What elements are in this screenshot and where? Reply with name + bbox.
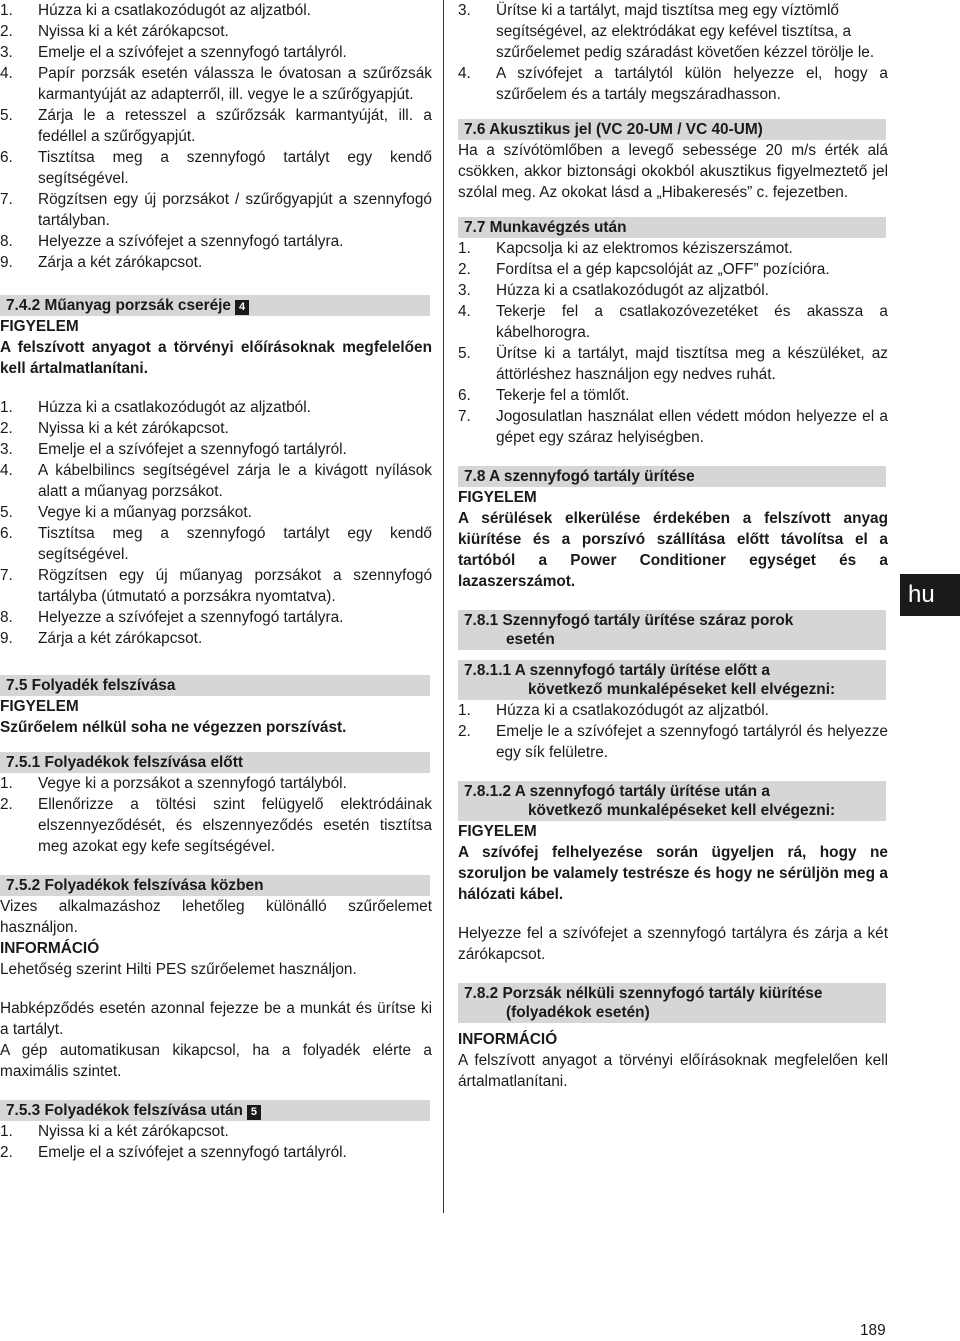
paragraph: Ha a szívótömlőben a levegő sebessége 20 m/s érték alá csökken, akkor biztonsági okokból akusztikus figyelmeztető jel szólal meg. Az okokat lásd a „Hibakeresés” c. fejezetben. — [458, 142, 888, 201]
list-after-liquid-cont — [458, 0, 888, 105]
info-text: Lehetőség szerint Hilti PES szűrőelemet használjon. — [0, 961, 357, 978]
section-heading-753: 7.5.3 Folyadékok felszívása után 5 — [0, 1100, 430, 1121]
list-item: 8. Helyezze a szívófejet a szennyfogó tartályra. — [0, 609, 344, 626]
section-heading-75: 7.5 Folyadék felszívása — [0, 675, 430, 696]
list-item: 2. Nyissa ki a két zárókapcsot. — [0, 420, 229, 437]
warning-text: A felszívott anyagot a törvényi előírásoknak megfelelően kell ártalmatlanítani. — [0, 339, 432, 377]
warning-label: FIGYELEM — [0, 318, 79, 335]
warning-label: FIGYELEM — [458, 823, 537, 840]
list-item: 4. A kábelbilincs segítségével zárja le a kivágott nyílások alatt a műanyag porzsákot. — [0, 462, 432, 500]
section-heading-752: 7.5.2 Folyadékok felszívása közben — [0, 875, 430, 896]
section-heading-751: 7.5.1 Folyadékok felszívása előtt — [0, 752, 430, 773]
list-item: 2. Emelje le a szívófejet a szennyfogó tartályról és helyezze egy sík felületre. — [458, 723, 888, 761]
list-item: 2. Ellenőrizze a töltési szint felügyelő elektródáinak elszennyeződését, és elszennyeződés esetén tisztítsa meg azokat egy kefe segítségével. — [0, 796, 432, 855]
list-item: 8. Helyezze a szívófejet a szennyfogó tartályra. — [0, 233, 344, 250]
list-item: 1. Húzza ki a csatlakozódugót az aljzatból. — [0, 2, 311, 19]
list-after-work — [458, 238, 888, 448]
list-item: 3. Emelje el a szívófejet a szennyfogó tartályról. — [0, 44, 347, 61]
section-heading-77: 7.7 Munkavégzés után — [458, 217, 886, 238]
list-item: 5. Ürítse ki a tartályt, majd tisztítsa meg a készüléket, az áttörléshez használjon egy nedves ruhát. — [458, 345, 888, 383]
list-item: 3. Ürítse ki a tartályt, majd tisztítsa meg egy víztömlő segítségével, az elektródákat egy kefével tisztítsa, a szűrőelemet pedig száradást követően kézzel törölje le. — [458, 2, 875, 61]
list-before-liquid — [0, 773, 432, 857]
list-after-liquid — [0, 1121, 432, 1163]
paragraph: Habképződés esetén azonnal fejezze be a munkát és ürítse ki a tartályt. — [0, 1000, 432, 1038]
list-item: 4. Papír porzsák esetén válassza le óvatosan a szűrőzsák karmantyúját az adapterről, ill. vegye le a szűrőgyapjút. — [0, 65, 432, 103]
list-plastic-bag — [0, 397, 432, 649]
list-item: 7. Rögzítsen egy új porzsákot / szűrőgyapjút a szennyfogó tartályban. — [0, 191, 432, 229]
section-heading-781: 7.8.1 Szennyfogó tartály ürítése száraz porok esetén — [458, 610, 886, 650]
list-item: 4. Tekerje fel a csatlakozóvezetéket és akassza a kábelhorogra. — [458, 303, 888, 341]
list-item: 7. Jogosulatlan használat ellen védett módon helyezze el a gépet egy száraz helyiségben. — [458, 408, 888, 446]
warning-text: Szűrőelem nélkül soha ne végezzen porszívást. — [0, 719, 347, 736]
warning-text: A sérülések elkerülése érdekében a felszívott anyag kiürítése és a porszívó szállítása előtt távolítsa el a tartóból a Power Conditioner egységet és a lazaszerszámot. — [458, 510, 888, 590]
list-item: 1. Húzza ki a csatlakozódugót az aljzatból. — [0, 399, 311, 416]
list-item: 1. Nyissa ki a két zárókapcsot. — [0, 1123, 229, 1140]
list-item: 1. Kapcsolja ki az elektromos kéziszerszámot. — [458, 240, 793, 257]
warning-label: FIGYELEM — [0, 698, 79, 715]
list-item: 9. Zárja a két zárókapcsot. — [0, 254, 203, 271]
list-item: 7. Rögzítsen egy új műanyag porzsákot a szennyfogó tartályba (útmutató a porzsákra nyomtatva). — [0, 567, 432, 605]
warning-text: A szívófej felhelyezése során ügyeljen rá, hogy ne szoruljon be valamely testrésze és hogy ne sérüljön meg a hálózati kábel. — [458, 844, 888, 903]
list-item: 6. Tekerje fel a tömlőt. — [458, 387, 630, 404]
list-item: 2. Emelje el a szívófejet a szennyfogó tartályról. — [0, 1144, 347, 1161]
list-item: 5. Vegye ki a műanyag porzsákot. — [0, 504, 252, 521]
figure-4-icon: 4 — [235, 300, 249, 315]
page-number: 189 — [860, 1322, 886, 1339]
paragraph: Vizes alkalmazáshoz lehetőleg különálló szűrőelemet használjon. — [0, 898, 432, 936]
info-label: INFORMÁCIÓ — [458, 1031, 558, 1048]
language-tab: hu — [900, 574, 960, 616]
section-heading-78: 7.8 A szennyfogó tartály ürítése — [458, 466, 886, 487]
info-label: INFORMÁCIÓ — [0, 940, 100, 957]
list-item: 6. Tisztítsa meg a szennyfogó tartályt egy kendő segítségével. — [0, 149, 432, 187]
section-heading-7812: 7.8.1.2 A szennyfogó tartály ürítése után a következő munkalépéseket kell elvégezni: — [458, 781, 886, 821]
list-item: 2. Nyissa ki a két zárókapcsot. — [0, 23, 229, 40]
list-item: 1. Húzza ki a csatlakozódugót az aljzatból. — [458, 702, 769, 719]
left-column — [0, 0, 432, 1163]
section-heading-742: 7.4.2 Műanyag porzsák cseréje 4 — [0, 295, 430, 316]
section-heading-7811: 7.8.1.1 A szennyfogó tartály ürítése előtt a következő munkalépéseket kell elvégezni: — [458, 660, 886, 700]
list-item: 6. Tisztítsa meg a szennyfogó tartályt egy kendő segítségével. — [0, 525, 432, 563]
list-item: 1. Vegye ki a porzsákot a szennyfogó tartályból. — [0, 775, 347, 792]
section-heading-782: 7.8.2 Porzsák nélküli szennyfogó tartály kiürítése (folyadékok esetén) — [458, 983, 886, 1023]
list-item: 3. Emelje el a szívófejet a szennyfogó tartályról. — [0, 441, 347, 458]
list-item: 5. Zárja le a retesszel a szűrőzsák karmantyúját, ill. a fedéllel a szűrőgyapjút. — [0, 107, 432, 145]
info-text: A felszívott anyagot a törvényi előírásoknak megfelelően kell ártalmatlanítani. — [458, 1052, 888, 1090]
list-item: 3. Húzza ki a csatlakozódugót az aljzatból. — [458, 282, 769, 299]
list-filter-replace — [0, 0, 432, 273]
paragraph: A gép automatikusan kikapcsol, ha a folyadék elérte a maximális szintet. — [0, 1042, 432, 1080]
warning-label: FIGYELEM — [458, 489, 537, 506]
paragraph: Helyezze fel a szívófejet a szennyfogó tartályra és zárja a két zárókapcsot. — [458, 925, 888, 963]
list-item: 2. Fordítsa el a gép kapcsolóját az „OFF” pozícióra. — [458, 261, 830, 278]
column-divider — [443, 0, 444, 1213]
section-heading-76: 7.6 Akusztikus jel (VC 20-UM / VC 40-UM) — [458, 119, 886, 140]
list-item: 9. Zárja a két zárókapcsot. — [0, 630, 203, 647]
right-column — [458, 0, 888, 1092]
list-item: 4. A szívófejet a tartálytól külön helyezze el, hogy a szűrőelem és a tartály megszáradhasson. — [458, 65, 888, 103]
figure-5-icon: 5 — [247, 1105, 261, 1120]
list-before-empty — [458, 700, 888, 763]
